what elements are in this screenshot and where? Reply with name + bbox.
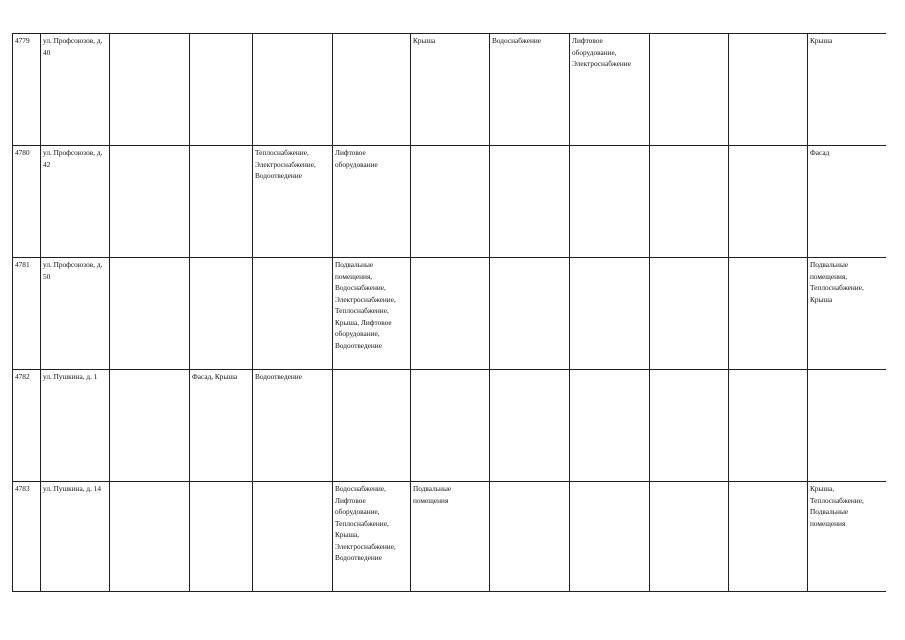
table-row	[13, 370, 886, 482]
address-cell: ул. Профсоюзов, д. 42	[41, 146, 110, 258]
work-cell-col10	[650, 34, 729, 146]
work-cell-col3	[110, 370, 190, 482]
work-cell-col6: Водоснабжение, Лифтовое оборудование, Теплоснабжение, Крыша, Электроснабжение, Водоотведение	[333, 482, 411, 592]
row-number-cell: 4782	[13, 370, 41, 482]
work-cell-col5	[253, 482, 333, 592]
work-cell-col3	[110, 258, 190, 370]
work-cell-col4	[190, 34, 253, 146]
work-cell-col4: Фасад, Крыша	[190, 370, 253, 482]
work-cell-col10	[650, 370, 729, 482]
work-cell-col11	[729, 34, 808, 146]
work-cell-col9	[570, 258, 650, 370]
work-cell-col9	[570, 146, 650, 258]
work-cell-col11	[729, 370, 808, 482]
address-cell: ул. Профсоюзов, д. 40	[41, 34, 110, 146]
work-cell-col6: Подвальные помещения, Водоснабжение, Электроснабжение, Теплоснабжение, Крыша, Лифтовое оборудование, Водоотведение	[333, 258, 411, 370]
table-row	[13, 34, 886, 146]
work-cell-col4	[190, 258, 253, 370]
work-cell-col5	[253, 34, 333, 146]
work-cell-col9	[570, 482, 650, 592]
table-row	[13, 258, 886, 370]
work-cell-col11	[729, 482, 808, 592]
work-cell-col12: Крыша	[808, 34, 886, 146]
work-cell-col12: Подвальные помещения, Теплоснабжение, Крыша	[808, 258, 886, 370]
work-cell-col4	[190, 482, 253, 592]
table-row	[13, 146, 886, 258]
work-cell-col12	[808, 370, 886, 482]
work-cell-col6	[333, 34, 411, 146]
work-cell-col8	[490, 370, 570, 482]
address-cell: ул. Пушкина, д. 14	[41, 482, 110, 592]
work-cell-col8	[490, 146, 570, 258]
work-cell-col7	[411, 370, 490, 482]
work-cell-col11	[729, 146, 808, 258]
table-row	[13, 482, 886, 592]
row-number-cell: 4779	[13, 34, 41, 146]
row-number-cell: 4781	[13, 258, 41, 370]
work-cell-col3	[110, 482, 190, 592]
work-cell-col5	[253, 258, 333, 370]
work-cell-col6: Лифтовое оборудование	[333, 146, 411, 258]
row-number-cell: 4783	[13, 482, 41, 592]
work-cell-col10	[650, 146, 729, 258]
work-cell-col8	[490, 258, 570, 370]
address-cell: ул. Пушкина, д. 1	[41, 370, 110, 482]
work-cell-col8	[490, 482, 570, 592]
work-cell-col9	[570, 370, 650, 482]
work-cell-col7: Крыша	[411, 34, 490, 146]
work-cell-col9: Лифтовое оборудование, Электроснабжение	[570, 34, 650, 146]
work-cell-col12: Крыша, Теплоснабжение, Подвальные помещения	[808, 482, 886, 592]
row-number-cell: 4780	[13, 146, 41, 258]
work-cell-col6	[333, 370, 411, 482]
work-cell-col7	[411, 258, 490, 370]
address-cell: ул. Профсоюзов, д. 50	[41, 258, 110, 370]
work-cell-col5: Теплоснабжение, Электроснабжение, Водоотведение	[253, 146, 333, 258]
housing-repair-table	[12, 33, 886, 592]
work-cell-col3	[110, 34, 190, 146]
work-cell-col8: Водоснабжение	[490, 34, 570, 146]
work-cell-col10	[650, 258, 729, 370]
work-cell-col10	[650, 482, 729, 592]
work-cell-col11	[729, 258, 808, 370]
table-body	[13, 34, 886, 592]
work-cell-col12: Фасад	[808, 146, 886, 258]
work-cell-col7: Подвальные помещения	[411, 482, 490, 592]
work-cell-col7	[411, 146, 490, 258]
work-cell-col3	[110, 146, 190, 258]
work-cell-col4	[190, 146, 253, 258]
work-cell-col5: Водоотведение	[253, 370, 333, 482]
